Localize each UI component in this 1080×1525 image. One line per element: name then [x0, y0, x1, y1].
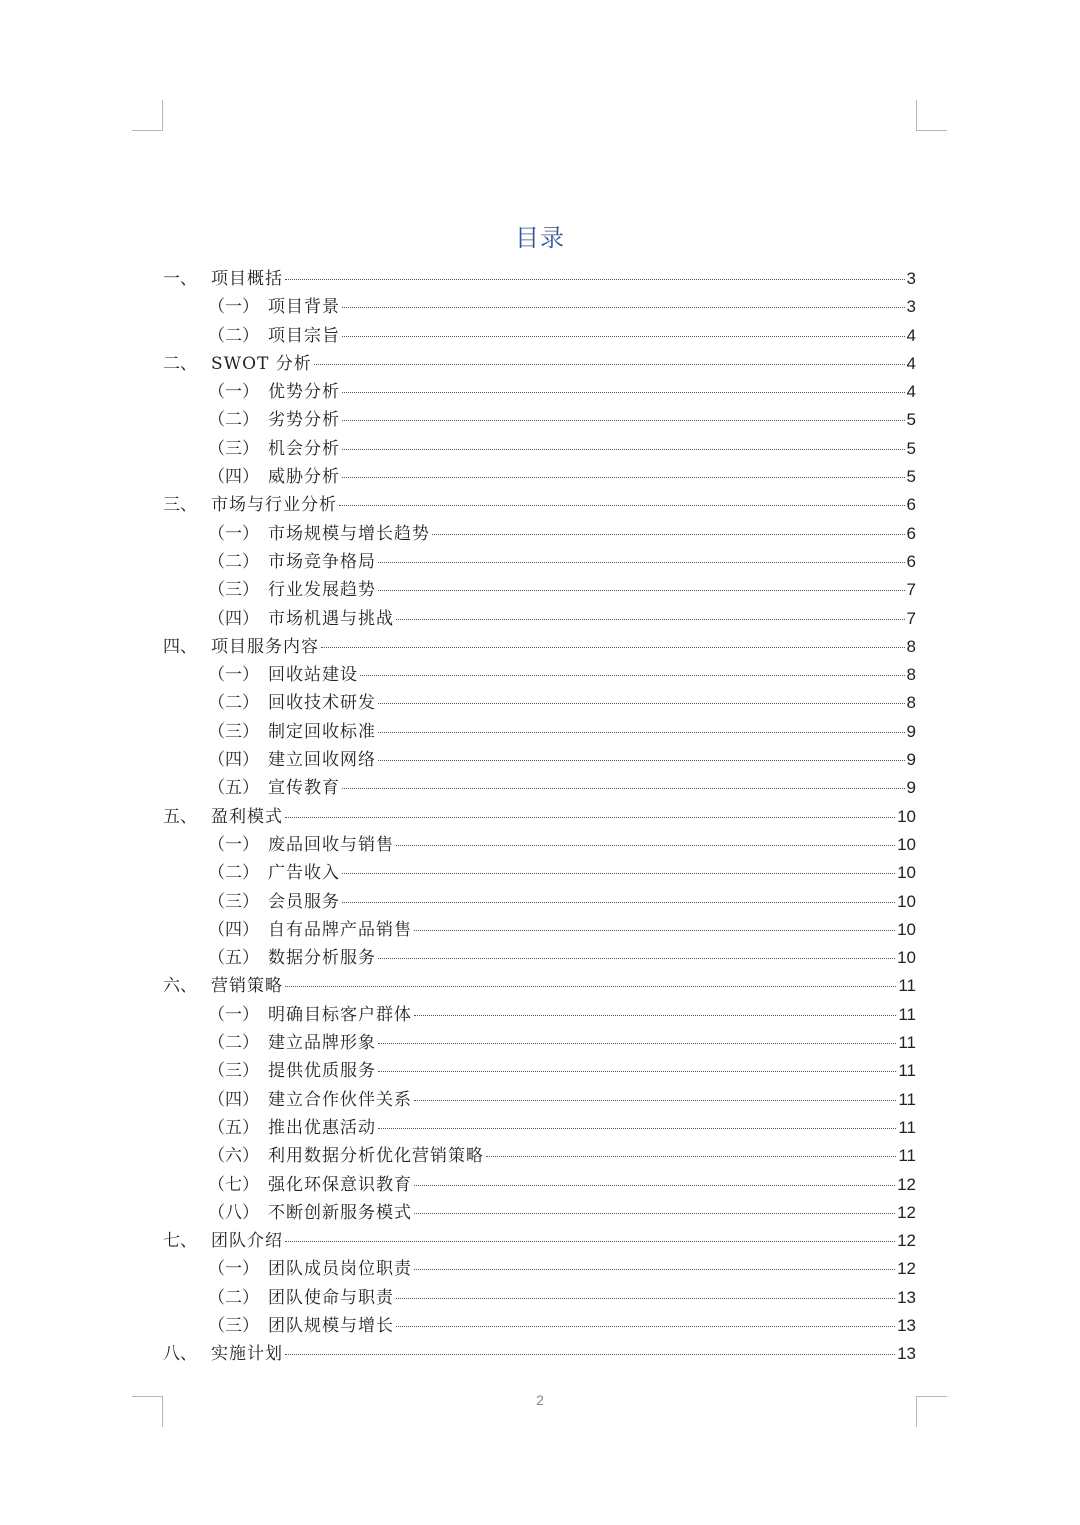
toc-entry-number: 五、 [163, 806, 197, 827]
toc-entry-number: （二） [208, 1287, 259, 1308]
toc-dot-leader [339, 505, 905, 506]
toc-entry-number: （二） [208, 693, 259, 714]
toc-entry-page: 8 [906, 665, 916, 685]
toc-entry-label: 建立品牌形象 [268, 1033, 376, 1054]
toc-entry-page: 10 [897, 919, 916, 939]
toc-entry-label: 市场竞争格局 [268, 551, 376, 572]
toc-entry[interactable] [163, 1028, 916, 1056]
toc-entry-label: 自有品牌产品销售 [268, 919, 412, 940]
toc-entry-number: （五） [208, 948, 259, 969]
toc-entry-label: 提供优质服务 [268, 1061, 376, 1082]
toc-entry-page: 10 [897, 891, 916, 911]
toc-dot-leader [321, 647, 905, 648]
toc-entry-label: 建立回收网络 [268, 750, 376, 771]
toc-entry-page: 9 [906, 750, 916, 770]
toc-entry-label: 回收技术研发 [268, 693, 376, 714]
toc-entry-label: 市场与行业分析 [211, 495, 337, 516]
toc-entry-number: （四） [208, 467, 259, 488]
toc-dot-leader [342, 307, 905, 308]
toc-dot-leader [414, 1185, 895, 1186]
toc-entry[interactable] [163, 292, 916, 320]
toc-entry-label: 回收站建设 [268, 665, 358, 686]
toc-entry-number: 四、 [163, 636, 197, 657]
toc-entry-page: 5 [906, 467, 916, 487]
toc-dot-leader [378, 1128, 896, 1129]
toc-entry-number: （二） [208, 551, 259, 572]
toc-entry-page: 4 [906, 325, 916, 345]
toc-entry-label: 市场机遇与挑战 [268, 608, 394, 629]
toc-entry-label: 项目概括 [211, 269, 283, 289]
toc-entry[interactable] [163, 830, 916, 858]
toc-entry-number: 三、 [163, 495, 197, 516]
toc-title: 目录 [515, 224, 565, 252]
toc-entry[interactable] [163, 971, 916, 999]
toc-entry-page: 8 [906, 636, 916, 656]
toc-dot-leader [414, 1269, 895, 1270]
toc-entry[interactable] [163, 1283, 916, 1311]
toc-entry-page: 11 [898, 1004, 916, 1024]
toc-entry-number: （四） [208, 750, 259, 771]
toc-entry[interactable] [163, 1085, 916, 1113]
toc-entry-page: 13 [897, 1315, 916, 1335]
toc-dot-leader [285, 1354, 895, 1355]
toc-dot-leader [396, 845, 895, 846]
toc-entry-page: 3 [906, 269, 916, 288]
toc-entry-number: （三） [208, 438, 259, 459]
toc-entry-label: 利用数据分析优化营销策略 [268, 1146, 484, 1167]
toc-entry[interactable] [163, 405, 916, 433]
toc-entry-label: 明确目标客户群体 [268, 1004, 412, 1025]
toc-dot-leader [414, 1213, 895, 1214]
toc-dot-leader [342, 477, 905, 478]
toc-entry-label: 营销策略 [211, 976, 283, 997]
toc-dot-leader [432, 534, 905, 535]
toc-entry[interactable] [163, 321, 916, 349]
toc-entry[interactable] [163, 434, 916, 462]
toc-entry-label: 不断创新服务模式 [268, 1202, 412, 1223]
toc-entry-number: （八） [208, 1202, 259, 1223]
toc-entry-page: 4 [906, 353, 916, 373]
toc-entry-page: 6 [906, 551, 916, 571]
toc-entry[interactable] [163, 858, 916, 886]
toc-entry-number: （二） [208, 410, 259, 431]
toc-dot-leader [285, 817, 895, 818]
toc-entry-page: 7 [906, 608, 916, 628]
toc-dot-leader [378, 562, 905, 563]
toc-entry[interactable] [163, 519, 916, 547]
toc-entry-page: 13 [897, 1344, 916, 1364]
toc-dot-leader [285, 1241, 895, 1242]
toc-entry-page: 5 [906, 438, 916, 458]
toc-entry[interactable] [163, 377, 916, 405]
toc-entry-number: （二） [208, 863, 259, 884]
toc-dot-leader [396, 619, 905, 620]
toc-entry-page: 11 [898, 1146, 916, 1166]
toc-entry[interactable] [163, 745, 916, 773]
toc-entry-label: SWOT 分析 [211, 353, 312, 374]
toc-entry-label: 建立合作伙伴关系 [268, 1089, 412, 1110]
toc-entry-page: 5 [906, 410, 916, 430]
toc-dot-leader [486, 1156, 896, 1157]
toc-entry[interactable] [163, 943, 916, 971]
toc-entry-number: （三） [208, 721, 259, 742]
toc-entry-label: 行业发展趋势 [268, 580, 376, 601]
toc-entry-page: 12 [897, 1259, 916, 1279]
toc-entry[interactable] [163, 632, 916, 660]
toc-entry-label: 会员服务 [268, 891, 340, 912]
toc-entry-page: 12 [897, 1174, 916, 1194]
toc-entry-number: 二、 [163, 353, 197, 374]
toc-entry-number: 八、 [163, 1344, 197, 1365]
toc-entry-page: 10 [897, 948, 916, 968]
toc-entry-label: 项目背景 [268, 297, 340, 318]
toc-entry[interactable] [163, 1226, 916, 1254]
crop-mark-top-left [132, 100, 163, 131]
toc-entry-label: 废品回收与销售 [268, 834, 394, 855]
toc-dot-leader [378, 590, 905, 591]
toc-dot-leader [342, 449, 905, 450]
toc-entry-page: 11 [898, 976, 916, 996]
toc-dot-leader [342, 392, 905, 393]
toc-entry-page: 3 [906, 297, 916, 317]
page-number: 2 [536, 1392, 544, 1408]
toc-entry-page: 10 [897, 863, 916, 883]
toc-entry[interactable] [163, 660, 916, 688]
toc-entry-label: 数据分析服务 [268, 948, 376, 969]
toc-dot-leader [378, 958, 895, 959]
toc-entry-page: 11 [898, 1089, 916, 1109]
toc-entry[interactable] [163, 1056, 916, 1084]
toc-dot-leader [342, 336, 905, 337]
toc-entry-label: 威胁分析 [268, 467, 340, 488]
toc-entry[interactable] [163, 1339, 916, 1367]
toc-entry-label: 推出优惠活动 [268, 1117, 376, 1138]
toc-entry-page: 11 [898, 1117, 916, 1137]
toc-dot-leader [414, 1015, 896, 1016]
toc-entry[interactable] [163, 717, 916, 745]
toc-entry-page: 7 [906, 580, 916, 600]
toc-entry-number: （一） [208, 1259, 259, 1280]
toc-entry-label: 机会分析 [268, 438, 340, 459]
toc-dot-leader [360, 675, 905, 676]
toc-entry[interactable] [163, 349, 916, 377]
toc-entry[interactable] [163, 1198, 916, 1226]
toc-entry-page: 12 [897, 1202, 916, 1222]
toc-entry-number: （五） [208, 778, 259, 799]
toc-dot-leader [396, 1298, 895, 1299]
toc-entry-page: 9 [906, 721, 916, 741]
toc-entry[interactable] [163, 1113, 916, 1141]
toc-entry-page: 9 [906, 778, 916, 798]
toc-entry-number: （一） [208, 1004, 259, 1025]
toc-entry[interactable] [163, 547, 916, 575]
toc-entry-number: （四） [208, 1089, 259, 1110]
toc-entry-page: 8 [906, 693, 916, 713]
toc-dot-leader [378, 760, 905, 761]
toc-entry-page: 12 [897, 1231, 916, 1251]
toc-entry-page: 11 [898, 1033, 916, 1053]
toc-entry-label: 广告收入 [268, 863, 340, 884]
toc-dot-leader [342, 873, 895, 874]
toc-entry-page: 10 [897, 834, 916, 854]
toc-dot-leader [378, 1043, 896, 1044]
toc-entry-label: 团队使命与职责 [268, 1287, 394, 1308]
toc-entry-label: 实施计划 [211, 1344, 283, 1365]
toc-dot-leader [285, 279, 905, 280]
crop-mark-top-right [916, 100, 947, 131]
toc-dot-leader [342, 788, 905, 789]
toc-dot-leader [414, 1100, 896, 1101]
toc-entry-number: （一） [208, 297, 259, 318]
toc-entry-number: （五） [208, 1117, 259, 1138]
toc-dot-leader [396, 1326, 895, 1327]
toc-dot-leader [342, 420, 905, 421]
toc-entry[interactable] [163, 1254, 916, 1282]
toc-entry-number: （一） [208, 834, 259, 855]
toc-dot-leader [342, 902, 895, 903]
toc-entry[interactable] [163, 490, 916, 518]
toc-entry-page: 4 [906, 382, 916, 402]
toc-entry[interactable] [163, 1000, 916, 1028]
toc-entry-number: （四） [208, 919, 259, 940]
toc-entry[interactable] [163, 887, 916, 915]
toc-entry-number: （三） [208, 1315, 259, 1336]
toc-entry[interactable] [163, 462, 916, 490]
toc-entry-label: 项目宗旨 [268, 325, 340, 346]
toc-entry-page: 10 [897, 806, 916, 826]
toc-entry[interactable] [163, 802, 916, 830]
toc-dot-leader [378, 732, 905, 733]
toc-entry-number: （七） [208, 1174, 259, 1195]
toc-entry-label: 优势分析 [268, 382, 340, 403]
toc-entry[interactable] [163, 773, 916, 801]
toc-entry[interactable] [163, 1170, 916, 1198]
toc-dot-leader [378, 703, 905, 704]
toc-entry[interactable] [163, 604, 916, 632]
toc-entry[interactable] [163, 688, 916, 716]
toc-entry-label: 盈利模式 [211, 806, 283, 827]
toc-entry-label: 项目服务内容 [211, 636, 319, 657]
toc-entry-number: 七、 [163, 1231, 197, 1252]
toc-entry-number: （三） [208, 1061, 259, 1082]
toc-entry-number: （一） [208, 382, 259, 403]
toc-dot-leader [378, 1071, 896, 1072]
toc-dot-leader [314, 364, 905, 365]
toc-entry-label: 团队规模与增长 [268, 1315, 394, 1336]
toc-entry-number: （三） [208, 580, 259, 601]
toc-entry-page: 6 [906, 495, 916, 515]
toc-entry-number: （三） [208, 891, 259, 912]
toc-entry[interactable] [163, 1141, 916, 1169]
toc-entry-number: （六） [208, 1146, 259, 1167]
toc-entry-number: （二） [208, 1033, 259, 1054]
toc-entry-page: 6 [906, 523, 916, 543]
toc-dot-leader [285, 986, 896, 987]
toc-dot-leader [414, 930, 895, 931]
toc-entry-number: 一、 [163, 269, 197, 289]
toc-entry-number: （一） [208, 523, 259, 544]
toc-entry[interactable] [163, 264, 916, 292]
toc-entry-number: （四） [208, 608, 259, 629]
toc-entry-page: 11 [898, 1061, 916, 1081]
toc-entry-page: 13 [897, 1287, 916, 1307]
toc-entry-number: （一） [208, 665, 259, 686]
toc-entry-label: 劣势分析 [268, 410, 340, 431]
toc-entry-number: 六、 [163, 976, 197, 997]
toc-entry-label: 强化环保意识教育 [268, 1174, 412, 1195]
toc-entry[interactable] [163, 575, 916, 603]
toc-entry-label: 市场规模与增长趋势 [268, 523, 430, 544]
table-of-contents [163, 264, 916, 1368]
toc-entry-label: 团队成员岗位职责 [268, 1259, 412, 1280]
toc-entry[interactable] [163, 1311, 916, 1339]
toc-entry-label: 宣传教育 [268, 778, 340, 799]
toc-entry[interactable] [163, 915, 916, 943]
toc-entry-label: 制定回收标准 [268, 721, 376, 742]
toc-entry-label: 团队介绍 [211, 1231, 283, 1252]
toc-entry-number: （二） [208, 325, 259, 346]
